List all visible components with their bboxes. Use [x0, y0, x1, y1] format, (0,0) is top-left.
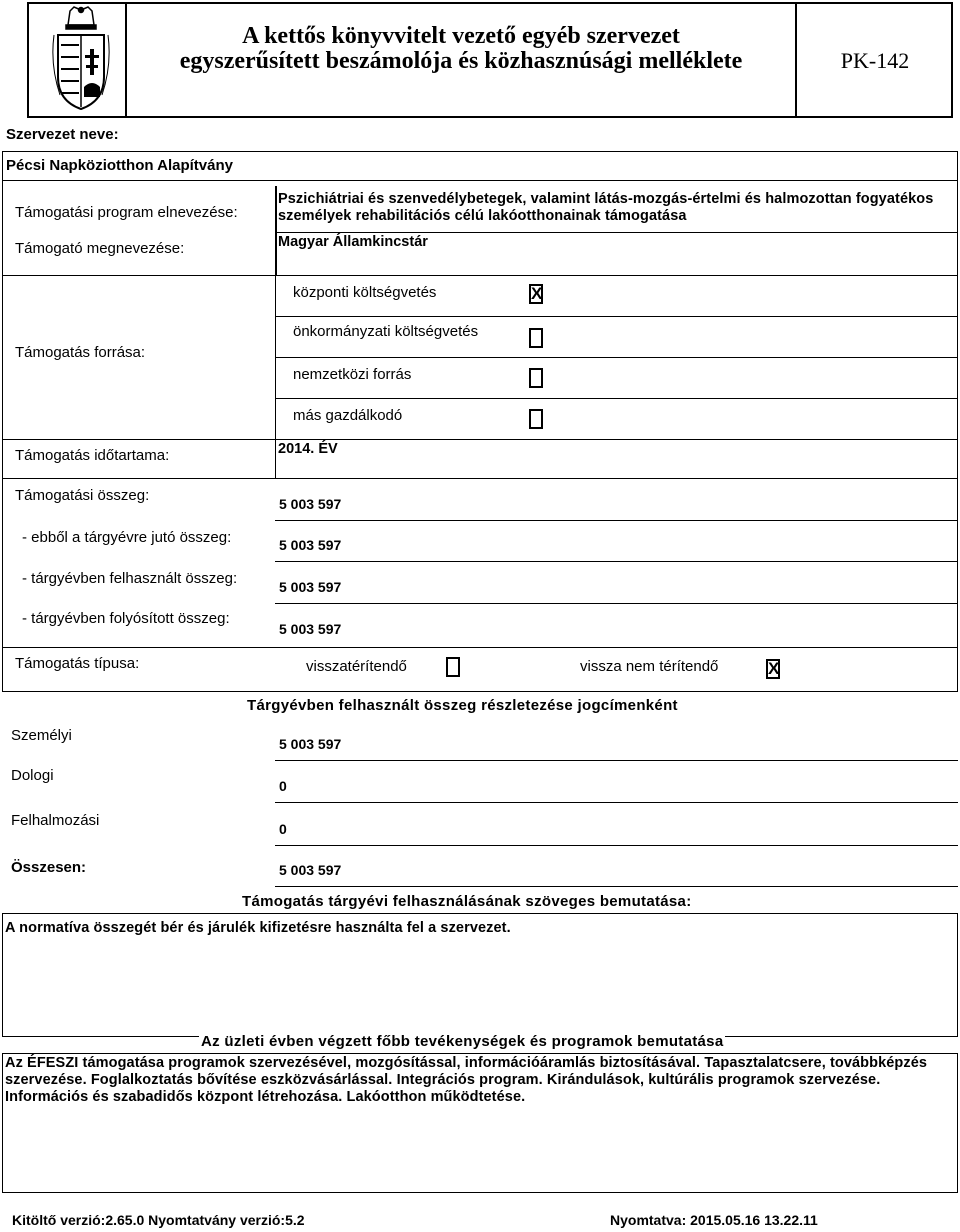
- type-refundable-checkbox[interactable]: [446, 657, 460, 677]
- total-amount-value[interactable]: 5 003 597: [279, 496, 342, 512]
- duration-section-bottom: [2, 478, 958, 479]
- header-divider-left: [125, 2, 127, 118]
- used-amount-underline: [275, 603, 958, 604]
- capital-value[interactable]: 0: [279, 821, 287, 837]
- source-row-2-line: [275, 357, 958, 358]
- source-option-other-label: más gazdálkodó: [293, 407, 403, 424]
- source-row-1-line: [275, 316, 958, 317]
- material-underline: [275, 802, 958, 803]
- total-amount-underline: [275, 520, 958, 521]
- org-name[interactable]: Pécsi Napköziotthon Alapítvány: [6, 157, 233, 174]
- breakdown-total-label: Összesen:: [11, 859, 87, 876]
- footer-version: Kitöltő verzió:2.65.0 Nyomtatvány verzió:5.2: [12, 1212, 305, 1228]
- paid-amount-value[interactable]: 5 003 597: [279, 621, 342, 637]
- type-refundable-label: visszatérítendő: [306, 658, 407, 675]
- supporter-value[interactable]: Magyar Államkincstár: [278, 234, 428, 250]
- description-text[interactable]: A normatíva összegét bér és járulék kifizetésre használta fel a szervezet.: [5, 920, 511, 936]
- source-option-international-checkbox[interactable]: [529, 368, 543, 388]
- material-label: Dologi: [11, 767, 54, 784]
- org-label: Szervezet neve:: [6, 126, 119, 143]
- paid-amount-label: - tárgyévben folyósított összeg:: [22, 610, 230, 627]
- total-amount-label: Támogatási összeg:: [15, 487, 150, 504]
- program-name-value[interactable]: Pszichiátriai és szenvedélybetegek, valamint látás-mozgás-értelmi és halmozottan fogyatékos személyek rehabilitációs célú lakóotthonainak támogatása: [278, 191, 934, 224]
- personal-underline: [275, 760, 958, 761]
- amounts-section-bottom: [2, 647, 958, 648]
- activities-heading: Az üzleti évben végzett főbb tevékenységek és programok bemutatása: [201, 1033, 724, 1050]
- used-amount-label: - tárgyévben felhasznált összeg:: [22, 570, 238, 587]
- source-option-other-checkbox[interactable]: [529, 409, 543, 429]
- used-amount-value[interactable]: 5 003 597: [279, 579, 342, 595]
- type-nonrefundable-label: vissza nem térítendő: [580, 658, 719, 675]
- duration-divider: [275, 439, 276, 478]
- breakdown-total-value[interactable]: 5 003 597: [279, 862, 342, 878]
- personal-value[interactable]: 5 003 597: [279, 736, 342, 752]
- supporter-label: Támogató megnevezése:: [15, 240, 185, 257]
- program-name-underline: [277, 232, 958, 233]
- header-title: [128, 24, 794, 74]
- source-option-municipal-checkbox[interactable]: [529, 328, 543, 348]
- form-code: PK-142: [840, 48, 910, 73]
- breakdown-total-underline: [275, 886, 958, 887]
- capital-label: Felhalmozási: [11, 812, 100, 829]
- year-amount-underline: [275, 561, 958, 562]
- source-label: Támogatás forrása:: [15, 344, 146, 361]
- header-title-line2: egyszerűsített beszámolója és közhasznúsági melléklete: [179, 48, 743, 74]
- year-amount-value[interactable]: 5 003 597: [279, 537, 342, 553]
- type-label: Támogatás típusa:: [15, 655, 140, 672]
- program-section-bottom: [2, 275, 958, 276]
- description-heading: Támogatás tárgyévi felhasználásának szöveges bemutatása:: [242, 893, 692, 910]
- source-section-bottom: [2, 439, 958, 440]
- source-option-central-label: központi költségvetés: [293, 284, 437, 301]
- duration-label: Támogatás időtartama:: [15, 447, 170, 464]
- type-nonrefundable-checkbox[interactable]: X: [768, 659, 780, 678]
- source-option-municipal-label: önkormányzati költségvetés: [293, 323, 479, 340]
- source-option-central-checkbox[interactable]: X: [531, 284, 543, 303]
- year-amount-label: - ebből a tárgyévre jutó összeg:: [22, 529, 232, 546]
- program-name-label: Támogatási program elnevezése:: [15, 204, 238, 221]
- personal-label: Személyi: [11, 727, 72, 744]
- activities-text[interactable]: Az ÉFESZI támogatása programok szervezésével, mozgósítással, információáramlás biztosításával. Tapasztalatcsere, továbbképzés szervezése. Foglalkoztatás bővítése eszközvásárlással. Integrációs program. Kirándulások, kultúrális programok szervezése. Információs és szabadidős központ létrehozása. Lakóotthon működtetése.: [5, 1055, 928, 1105]
- form-label-column-divider: [275, 186, 277, 275]
- footer-printed: Nyomtatva: 2015.05.16 13.22.11: [610, 1212, 818, 1228]
- material-value[interactable]: 0: [279, 778, 287, 794]
- header-title-line1: A kettős könyvvitelt vezető egyéb szervezet: [242, 23, 680, 49]
- source-option-international-label: nemzetközi forrás: [293, 366, 412, 383]
- duration-value[interactable]: 2014. ÉV: [278, 441, 338, 457]
- capital-underline: [275, 845, 958, 846]
- coat-of-arms-icon: [50, 5, 112, 113]
- breakdown-heading: Tárgyévben felhasznált összeg részletezése jogcímenként: [247, 697, 678, 714]
- source-row-3-line: [275, 398, 958, 399]
